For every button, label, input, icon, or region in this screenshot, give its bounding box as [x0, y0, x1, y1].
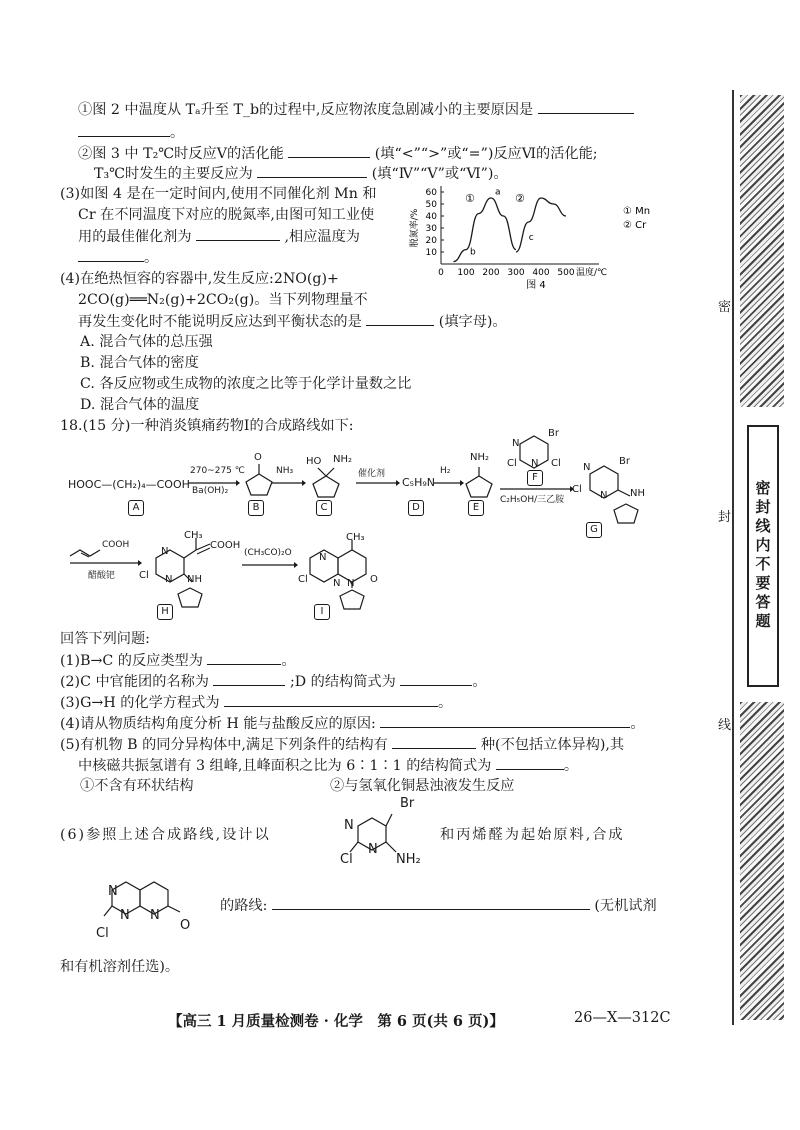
legend-entry: ① Mn — [623, 206, 651, 217]
legend-entry: ② Cr — [623, 220, 647, 231]
arrow-h-i — [242, 562, 298, 568]
atom-n: N — [120, 908, 130, 923]
label-b: B — [248, 500, 264, 516]
atom-cl: Cl — [551, 458, 561, 469]
atom-n: N — [150, 908, 160, 923]
atom-n: N — [333, 578, 341, 589]
structure-b — [242, 460, 276, 498]
y-tick-label: 20 — [425, 236, 437, 246]
seal-char-3: 线 — [718, 718, 732, 733]
q17-line-2: ②图 3 中 T₂℃时反应Ⅴ的活化能 (填“<”“>”或“=”)反应Ⅵ的活化能; — [78, 146, 598, 162]
y-tick-label: 10 — [425, 248, 437, 258]
q18-sub-5-line-2: 中核磁共振氢谱有 3 组峰,且峰面积之比为 6∶1∶1 的结构简式为 。 — [78, 758, 579, 774]
x-tick-label: 300 — [507, 268, 525, 278]
atom-br: Br — [400, 796, 415, 811]
atom-n: N — [165, 574, 173, 585]
atom-n: N — [531, 458, 539, 469]
atom-cl: Cl — [96, 926, 109, 941]
y-tick-label: 40 — [425, 212, 437, 222]
y-tick-label: 60 — [425, 188, 437, 198]
point-label-b: b — [470, 247, 476, 258]
footer-code: 26—X—312C — [574, 1010, 671, 1026]
group-ho: HO — [306, 456, 322, 467]
group-cooh: COOH — [210, 540, 241, 551]
atom-o: O — [254, 452, 262, 463]
figure-caption: 图 4 — [526, 280, 546, 291]
condition-d-e: H₂ — [440, 466, 451, 476]
arrow-d-e — [434, 480, 464, 486]
q17-part3-line-2: Cr 在不同温度下对应的脱氮率,由图可知工业使 — [78, 207, 375, 223]
atom-n: N — [512, 438, 520, 449]
y-axis-label: 脱氮率/% — [410, 208, 420, 248]
option-a: A. 混合气体的总压强 — [80, 334, 213, 350]
y-tick-label: 50 — [425, 200, 437, 210]
answer-blank[interactable] — [78, 123, 170, 137]
answer-blank[interactable] — [207, 651, 281, 665]
condition-a-b-base: Ba(OH)₂ — [192, 486, 229, 496]
compound-d-formula: C₅H₉N — [402, 476, 435, 489]
atom-n: N — [344, 818, 354, 833]
q18-sub-5-line-1: (5)有机物 B 的同分异构体中,满足下列条件的结构有 种(不包括立体异构),其 — [60, 737, 625, 753]
atom-br: Br — [548, 428, 559, 439]
atom-n: N — [347, 578, 355, 589]
group-nh2: NH₂ — [396, 852, 421, 867]
condition-c-d: 催化剂 — [358, 469, 386, 479]
label-c: C — [316, 500, 332, 516]
x-tick-label: 0 — [438, 268, 444, 278]
answer-blank[interactable] — [257, 164, 367, 178]
condition-g-h-catalyst: 醋酸钯 — [88, 571, 116, 581]
atom-n: N — [319, 552, 327, 563]
x-tick-label: 100 — [457, 268, 475, 278]
group-nh2: NH₂ — [333, 454, 353, 465]
series-marker-2: ② — [515, 192, 525, 205]
answer-blank[interactable] — [366, 312, 434, 326]
atom-cl: Cl — [139, 570, 149, 581]
answer-blank[interactable] — [538, 100, 634, 114]
group-nh: NH — [187, 574, 202, 585]
answer-blank[interactable] — [400, 672, 472, 686]
q18-sub-6-line-2: 的路线: (无机试剂 — [220, 898, 657, 914]
y-tick-label: 30 — [425, 224, 437, 234]
q17-part4-line-3: 再发生变化时不能说明反应达到平衡状态的是 (填字母)。 — [78, 314, 507, 330]
condition-g-h-reagent: COOH — [102, 540, 130, 550]
q18-sub-6-line-1a: (6)参照上述合成路线,设计以 — [60, 827, 271, 843]
group-ch3: CH₃ — [346, 532, 365, 543]
atom-n: N — [161, 546, 169, 557]
x-tick-label: 400 — [532, 268, 550, 278]
atom-cl: Cl — [572, 484, 582, 495]
condition-b-c: NH₃ — [276, 466, 294, 476]
seal-char-2: 封 — [718, 510, 732, 525]
atom-o: O — [180, 918, 191, 933]
answer-blank[interactable] — [272, 896, 590, 910]
x-tick-label: 500 — [557, 268, 575, 278]
q17-part3-line-1: (3)如图 4 是在一定时间内,使用不同催化剂 Mn 和 — [60, 186, 377, 202]
target-structure — [96, 868, 216, 938]
condition-h-i: (CH₃CO)₂O — [244, 548, 292, 558]
q17-part4-line-2: 2CO(g)══N₂(g)+2CO₂(g)。当下列物理量不 — [78, 292, 368, 308]
group-nh2: NH₂ — [470, 452, 490, 463]
q17-line-1-cont: 。 — [78, 123, 184, 142]
label-f: F — [527, 470, 543, 486]
series-line-1 — [454, 198, 517, 262]
q17-line-3: T₃℃时发生的主要反应为 (填“Ⅳ”“Ⅴ”或“Ⅵ”)。 — [94, 166, 508, 182]
binding-hatch-top — [740, 95, 784, 407]
answer-intro: 回答下列问题: — [60, 631, 150, 647]
q17-part3-line-4: 。 — [78, 248, 158, 267]
answer-blank[interactable] — [196, 227, 280, 241]
q17-line-1: ①图 2 中温度从 Tₐ升至 T_b的过程中,反应物浓度急剧减小的主要原因是 — [78, 100, 634, 119]
series-line-2 — [516, 198, 566, 252]
label-i: I — [314, 604, 330, 620]
q18-sub-2: (2)C 中官能团的名称为 ;D 的结构简式为 。 — [60, 674, 487, 690]
x-axis-label: 温度/℃ — [576, 268, 608, 278]
atom-o: O — [370, 574, 378, 585]
atom-n: N — [368, 842, 378, 857]
q18-sub-1: (1)B→C 的反应类型为 。 — [60, 653, 296, 669]
option-c: C. 各反应物或生成物的浓度之比等于化学计量数之比 — [80, 376, 412, 392]
atom-cl: Cl — [340, 852, 353, 867]
q18-sub-6-line-3: 和有机溶剂任选)。 — [60, 959, 180, 975]
atom-n: N — [600, 490, 608, 501]
group-ch3: CH₃ — [184, 530, 203, 541]
arrow-b-c — [272, 480, 306, 486]
seal-char-1: 密 — [718, 300, 732, 315]
label-e: E — [468, 500, 484, 516]
x-tick-label: 200 — [482, 268, 500, 278]
arrow-c-d — [356, 480, 400, 486]
q17-part4-line-1: (4)在绝热恒容的容器中,发生反应:2NO(g)+ — [60, 271, 339, 287]
answer-blank[interactable] — [380, 714, 630, 728]
point-label-c: c — [528, 233, 534, 243]
figure-4-chart — [405, 180, 651, 295]
answer-blank[interactable] — [213, 672, 285, 686]
condition-1: ①不含有环状结构 — [80, 778, 194, 794]
answer-blank[interactable] — [288, 144, 370, 158]
compound-a-formula: HOOC—(CH₂)₄—COOH — [68, 478, 190, 491]
atom-n: N — [108, 884, 118, 899]
q18-sub-6-line-1b: 和丙烯醛为起始原料,合成 — [440, 827, 625, 843]
no-answer-notice: 密封线内不要答题 — [747, 425, 779, 687]
q17-part3-line-3: 用的最佳催化剂为 ,相应温度为 — [78, 229, 360, 245]
arrow-g-h — [70, 560, 142, 566]
atom-br: Br — [619, 456, 630, 467]
label-g: G — [586, 522, 602, 538]
answer-blank[interactable] — [392, 735, 476, 749]
option-d: D. 混合气体的温度 — [80, 397, 200, 413]
series-marker-1: ① — [465, 192, 475, 205]
label-d: D — [408, 500, 424, 516]
answer-blank[interactable] — [496, 756, 564, 770]
point-label-a: a — [495, 187, 501, 198]
structure-c — [308, 462, 344, 500]
atom-n: N — [583, 462, 591, 473]
answer-blank[interactable] — [224, 693, 438, 707]
q18-heading: 18.(15 分)一种消炎镇痛药物Ⅰ的合成路线如下: — [60, 418, 354, 434]
atom-cl: Cl — [507, 458, 517, 469]
group-nh: NH — [630, 488, 645, 499]
footer-title: 【高三 1 月质量检测卷 · 化学 第 6 页(共 6 页)】 — [168, 1013, 504, 1030]
label-h: H — [157, 604, 173, 620]
answer-blank[interactable] — [78, 248, 144, 262]
condition-a-b-temp: 270~275 ℃ — [190, 466, 245, 476]
condition-e-g: C₂H₅OH/三乙胺 — [500, 495, 565, 505]
structure-e — [462, 462, 496, 500]
atom-cl: Cl — [298, 574, 308, 585]
binding-hatch-bottom — [740, 702, 784, 1020]
condition-2: ②与氢氧化铜悬浊液发生反应 — [330, 778, 515, 794]
q18-sub-3: (3)G→H 的化学方程式为 。 — [60, 695, 453, 711]
label-a: A — [128, 500, 144, 516]
option-b: B. 混合气体的密度 — [80, 355, 199, 371]
arrow-a-b — [188, 480, 240, 486]
q18-sub-4: (4)请从物质结构角度分析 H 能与盐酸反应的原因: 。 — [60, 716, 645, 732]
